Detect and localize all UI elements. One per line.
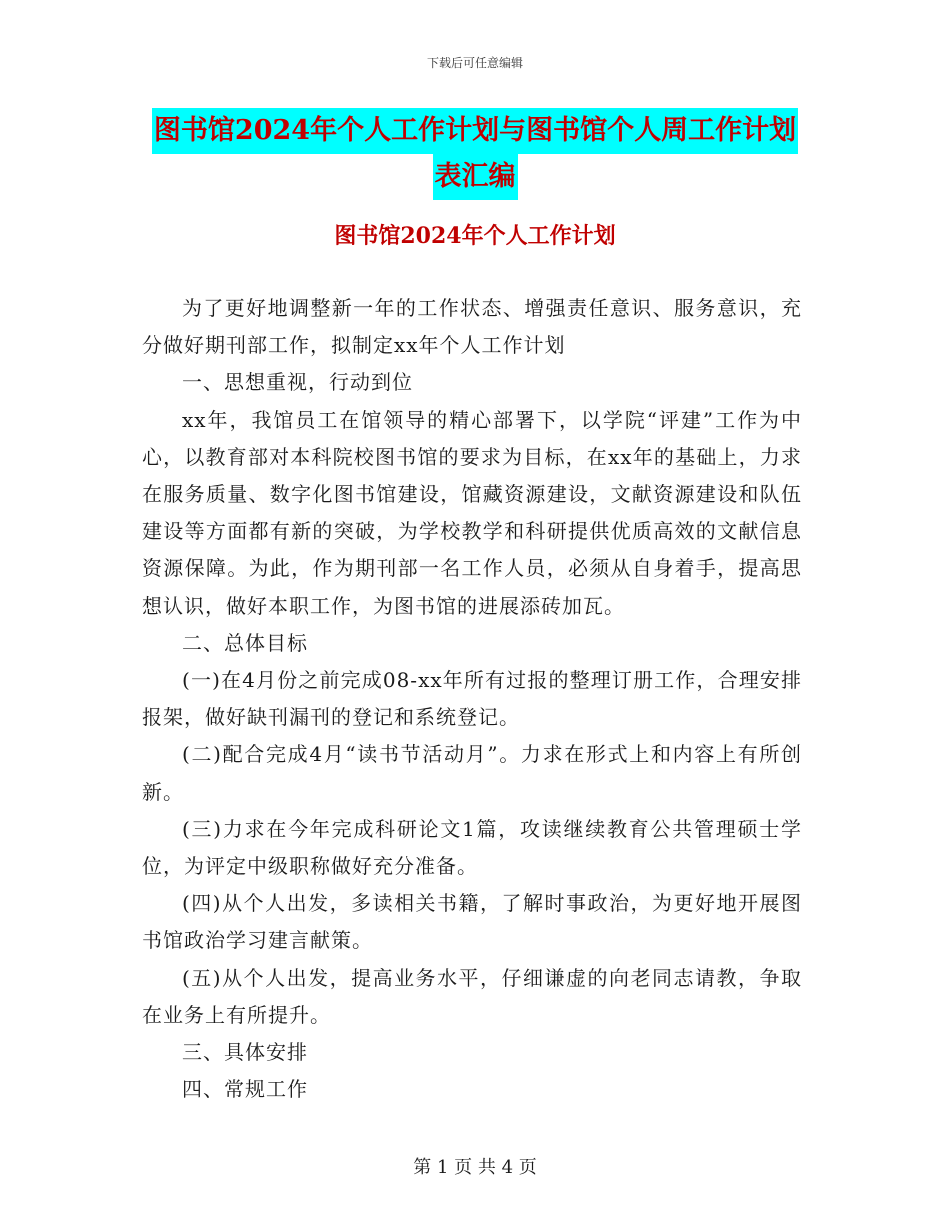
goal-item-2: (二)配合完成4月“读书节活动月”。力求在形式上和内容上有所创新。 <box>142 742 802 804</box>
heading-4: 四、常规工作 <box>182 1077 308 1102</box>
page-number: 第 1 页 共 4 页 <box>413 1157 537 1178</box>
heading-3: 三、具体安排 <box>182 1040 308 1065</box>
document-title-line-2: 表汇编 <box>433 154 518 200</box>
goal-item-4: (四)从个人出发，多读相关书籍，了解时事政治，为更好地开展图书馆政治学习建言献策。 <box>142 891 802 953</box>
goal-item-1: (一)在4月份之前完成08-xx年所有过报的整理订册工作，合理安排报架，做好缺刊漏刊的登记和系统登记。 <box>142 668 802 730</box>
page-header-note: 下载后可任意编辑 <box>426 56 523 70</box>
paragraph-intro: 为了更好地调整新一年的工作状态、增强责任意识、服务意识，充分做好期刊部工作，拟制定xx年个人工作计划 <box>142 296 802 358</box>
document-body <box>142 290 802 1108</box>
paragraph-1: xx年，我馆员工在馆领导的精心部署下，以学院“评建”工作为中心，以教育部对本科院校图书馆的要求为目标，在xx年的基础上，力求在服务质量、数字化图书馆建设，馆藏资源建设，文献资源建设和队伍建设等方面都有新的突破，为学校教学和科研提供优质高效的文献信息资源保障。为此，作为期刊部一名工作人员，必须从自身着手，提高思想认识，做好本职工作，为图书馆的进展添砖加瓦。 <box>142 407 802 618</box>
document-title-line-1: 图书馆2024年个人工作计划与图书馆个人周工作计划 <box>152 108 798 154</box>
goal-item-5: (五)从个人出发，提高业务水平，仔细谦虚的向老同志请教，争取在业务上有所提升。 <box>142 965 802 1027</box>
document-title <box>0 108 950 200</box>
heading-2: 二、总体目标 <box>182 630 308 655</box>
goal-item-3: (三)力求在今年完成科研论文1篇，攻读继续教育公共管理硕士学位，为评定中级职称做好充分准备。 <box>142 816 802 879</box>
section-title: 图书馆2024年个人工作计划 <box>334 223 616 249</box>
heading-1: 一、思想重视，行动到位 <box>182 370 413 395</box>
